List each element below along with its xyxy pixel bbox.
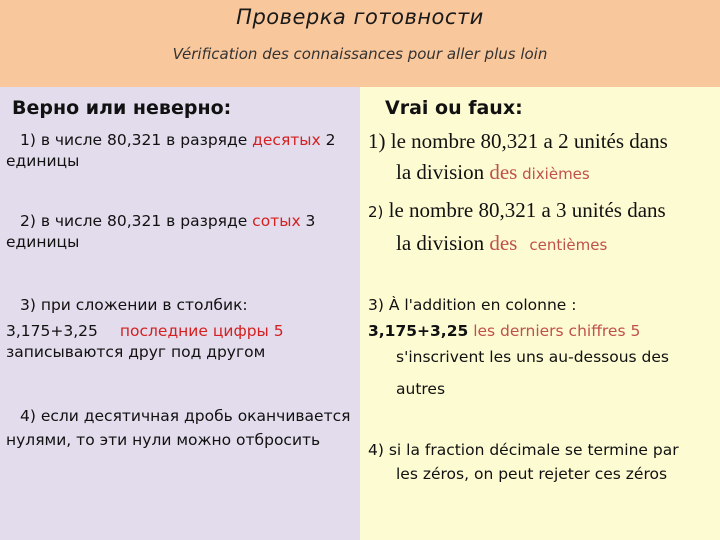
right-item-2-highlight: centièmes [529, 236, 608, 254]
left-item-3 [6, 292, 356, 370]
right-item-3-line3: s'inscrivent les uns au-dessous des [396, 348, 669, 366]
right-item-3 [368, 292, 718, 396]
left-item-2 [6, 211, 356, 253]
right-item-3-line1: 3) À l'addition en colonne : [368, 296, 577, 314]
left-item-2-highlight: сотых [252, 212, 301, 230]
header-banner [0, 0, 720, 87]
left-item-4 [6, 404, 360, 452]
right-item-4-line2: les zéros, on peut rejeter ces zéros [396, 465, 668, 483]
right-item-4 [368, 438, 718, 486]
right-item-4-line1: 4) si la fraction décimale se termine par [368, 441, 679, 459]
left-item-1-line2: единицы [6, 152, 80, 170]
right-item-1-line2: la division [396, 160, 490, 184]
left-item-1-highlight: десятых [252, 131, 321, 149]
left-item-2-text-end: 3 [300, 212, 316, 230]
right-item-3-line4: autres [396, 380, 446, 398]
left-item-2-line2: единицы [6, 233, 80, 251]
left-item-1-text: 1) в числе 80,321 в разряде [20, 131, 253, 149]
right-item-1-des: des [489, 160, 518, 184]
left-item-3-numbers: 3,175+3,25 [6, 322, 98, 340]
right-item-1-highlight: dixièmes [517, 165, 590, 183]
left-item-4-line1: 4) если десятичная дробь оканчивается [20, 407, 351, 425]
right-item-1-line1: 1) le nombre 80,321 a 2 unités dans [368, 129, 668, 153]
right-item-2-des: des [489, 231, 518, 255]
left-item-3-highlight: последние цифры 5 [119, 322, 284, 340]
right-item-2-line2: la division [396, 231, 490, 255]
left-item-1 [6, 130, 356, 172]
left-item-4-line2: нулями, то эти нули можно отбросить [6, 431, 321, 449]
left-item-1-text-end: 2 [320, 131, 336, 149]
right-item-2-number: 2) [368, 203, 384, 221]
page-subtitle: Vérification des connaissances pour aller plus loin [172, 45, 548, 63]
right-item-2 [368, 195, 718, 261]
left-item-2-text: 2) в числе 80,321 в разряде [20, 212, 253, 230]
left-heading: Верно или неверно: [12, 97, 232, 119]
right-heading: Vrai ou faux: [385, 97, 523, 119]
right-item-1 [368, 126, 718, 190]
right-item-2-line1: le nombre 80,321 a 3 unités dans [383, 198, 666, 222]
right-item-3-numbers: 3,175+3,25 [368, 322, 469, 340]
right-item-3-highlight: les derniers chiffres 5 [468, 322, 641, 340]
left-item-3-line1: 3) при сложении в столбик: [20, 296, 248, 314]
page-title: Проверка готовности [236, 5, 484, 29]
left-item-3-line3: записываются друг под другом [6, 343, 266, 361]
